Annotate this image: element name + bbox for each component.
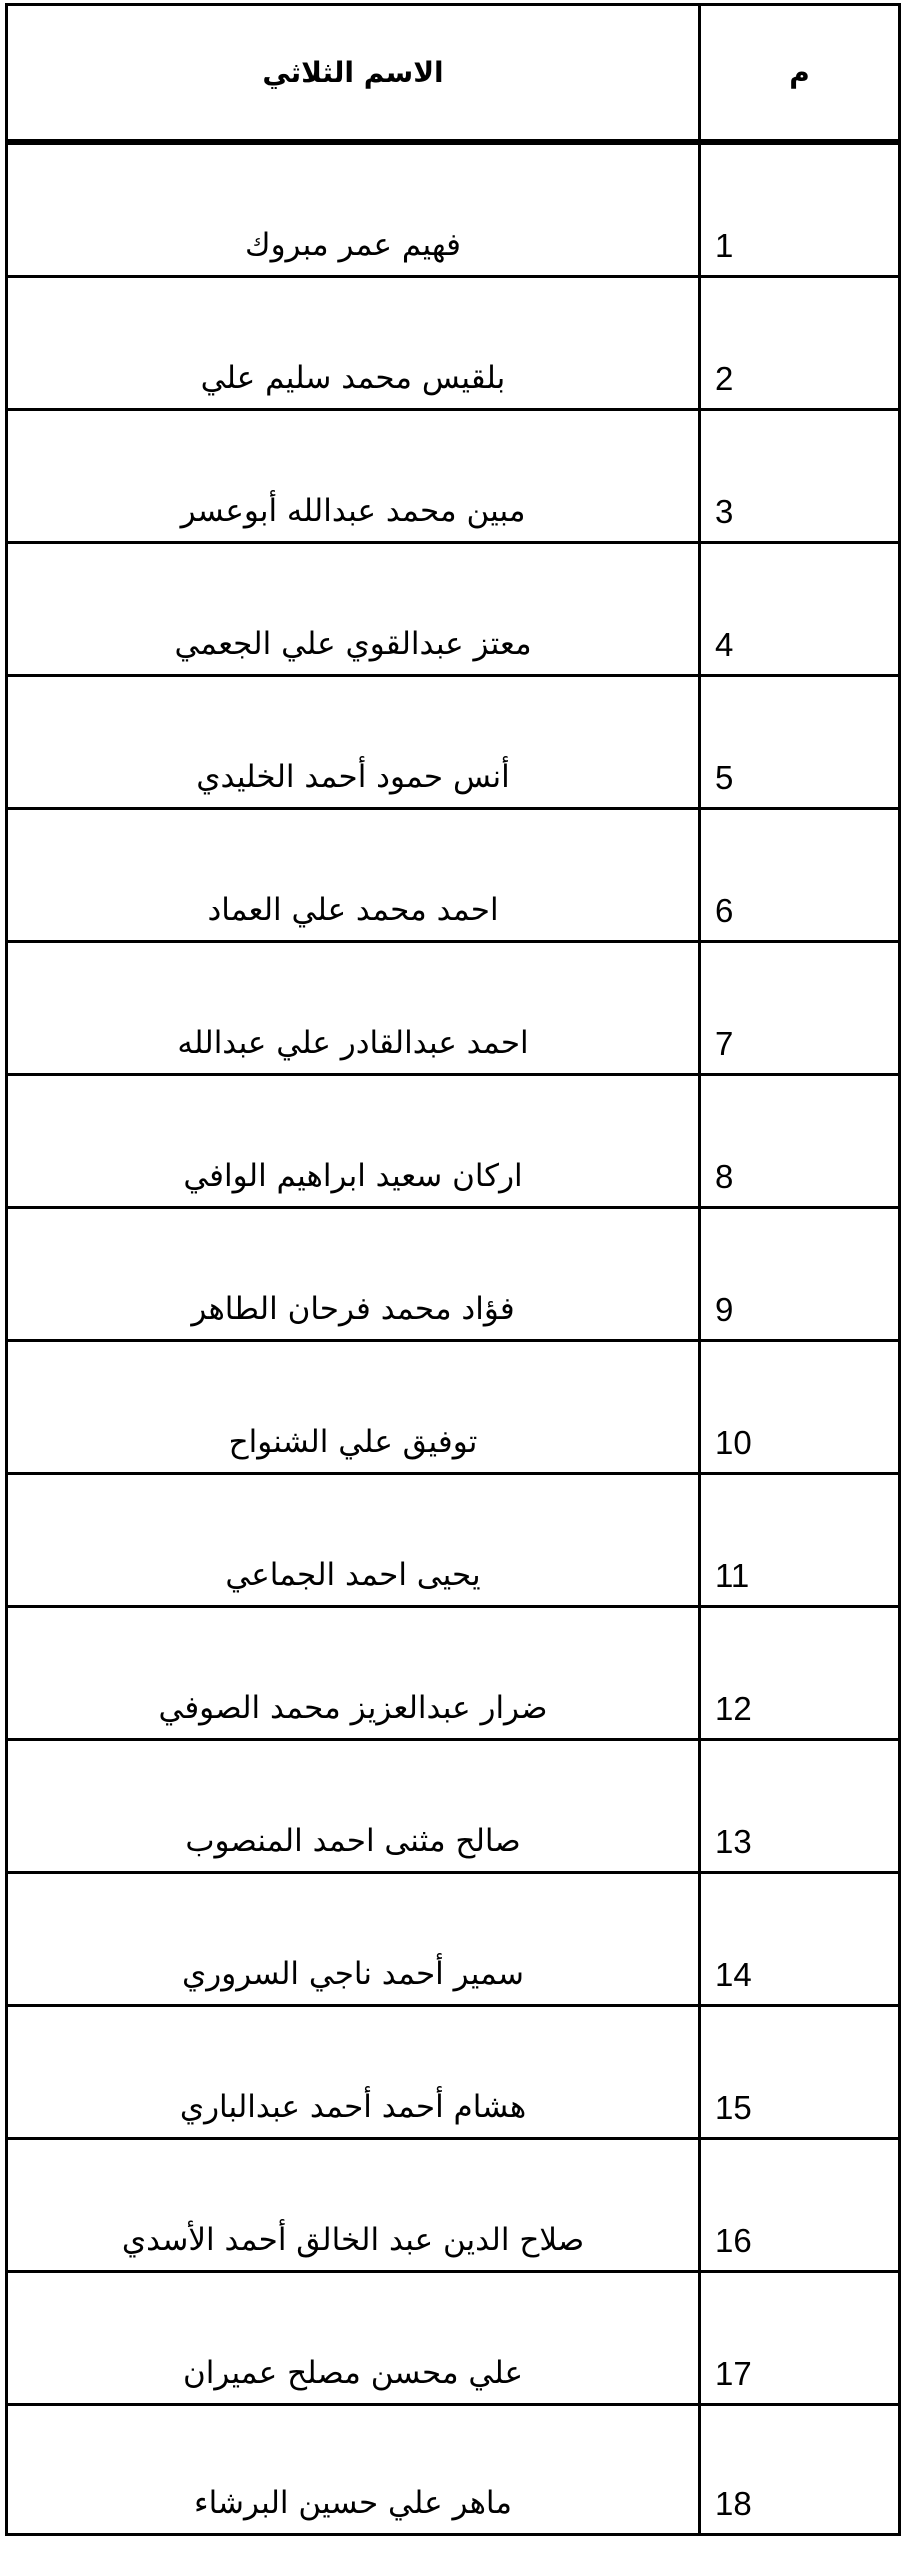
row-number: 8 (700, 1075, 900, 1208)
row-number: 4 (700, 543, 900, 676)
table-body (7, 141, 900, 2535)
table-row (7, 1607, 900, 1740)
table-row (7, 2139, 900, 2272)
table-row (7, 942, 900, 1075)
row-number: 1 (700, 144, 900, 277)
row-name: فهيم عمر مبروك (7, 144, 700, 277)
row-name: صالح مثنى احمد المنصوب (7, 1740, 700, 1873)
table-header (7, 5, 900, 141)
row-name: ضرار عبدالعزيز محمد الصوفي (7, 1607, 700, 1740)
row-number: 2 (700, 277, 900, 410)
table-row (7, 410, 900, 543)
table-row (7, 2272, 900, 2405)
table-row (7, 1208, 900, 1341)
row-name: سمير أحمد ناجي السروري (7, 1873, 700, 2006)
table-row (7, 1474, 900, 1607)
full-name-column-header: الاسم الثلاثي (7, 5, 700, 141)
row-name: توفيق علي الشنواح (7, 1341, 700, 1474)
table-row (7, 1873, 900, 2006)
row-name: احمد محمد علي العماد (7, 809, 700, 942)
table-row (7, 277, 900, 410)
row-number: 17 (700, 2272, 900, 2405)
row-name: مبين محمد عبدالله أبوعسر (7, 410, 700, 543)
row-number: 14 (700, 1873, 900, 2006)
row-number: 15 (700, 2006, 900, 2139)
row-name: ماهر علي حسين البرشاء (7, 2405, 700, 2535)
number-column-header: م (700, 5, 900, 141)
row-number: 13 (700, 1740, 900, 1873)
row-number: 16 (700, 2139, 900, 2272)
table-row (7, 543, 900, 676)
row-number: 18 (700, 2405, 900, 2535)
table-row (7, 809, 900, 942)
names-table (5, 3, 901, 2536)
table-row (7, 1740, 900, 1873)
row-number: 7 (700, 942, 900, 1075)
row-name: معتز عبدالقوي علي الجعمي (7, 543, 700, 676)
row-number: 9 (700, 1208, 900, 1341)
row-number: 11 (700, 1474, 900, 1607)
table-row (7, 676, 900, 809)
table-row (7, 2405, 900, 2535)
table-row (7, 1075, 900, 1208)
row-name: علي محسن مصلح عميران (7, 2272, 700, 2405)
table-row (7, 144, 900, 277)
table-row (7, 1341, 900, 1474)
row-name: أنس حمود أحمد الخليدي (7, 676, 700, 809)
row-name: هشام أحمد أحمد عبدالباري (7, 2006, 700, 2139)
row-name: بلقيس محمد سليم علي (7, 277, 700, 410)
row-number: 6 (700, 809, 900, 942)
header-row (7, 5, 900, 141)
row-name: احمد عبدالقادر علي عبدالله (7, 942, 700, 1075)
table-row (7, 2006, 900, 2139)
row-number: 3 (700, 410, 900, 543)
row-name: صلاح الدين عبد الخالق أحمد الأسدي (7, 2139, 700, 2272)
row-name: يحيى احمد الجماعي (7, 1474, 700, 1607)
row-name: فؤاد محمد فرحان الطاهر (7, 1208, 700, 1341)
row-number: 12 (700, 1607, 900, 1740)
row-number: 10 (700, 1341, 900, 1474)
row-name: اركان سعيد ابراهيم الوافي (7, 1075, 700, 1208)
row-number: 5 (700, 676, 900, 809)
